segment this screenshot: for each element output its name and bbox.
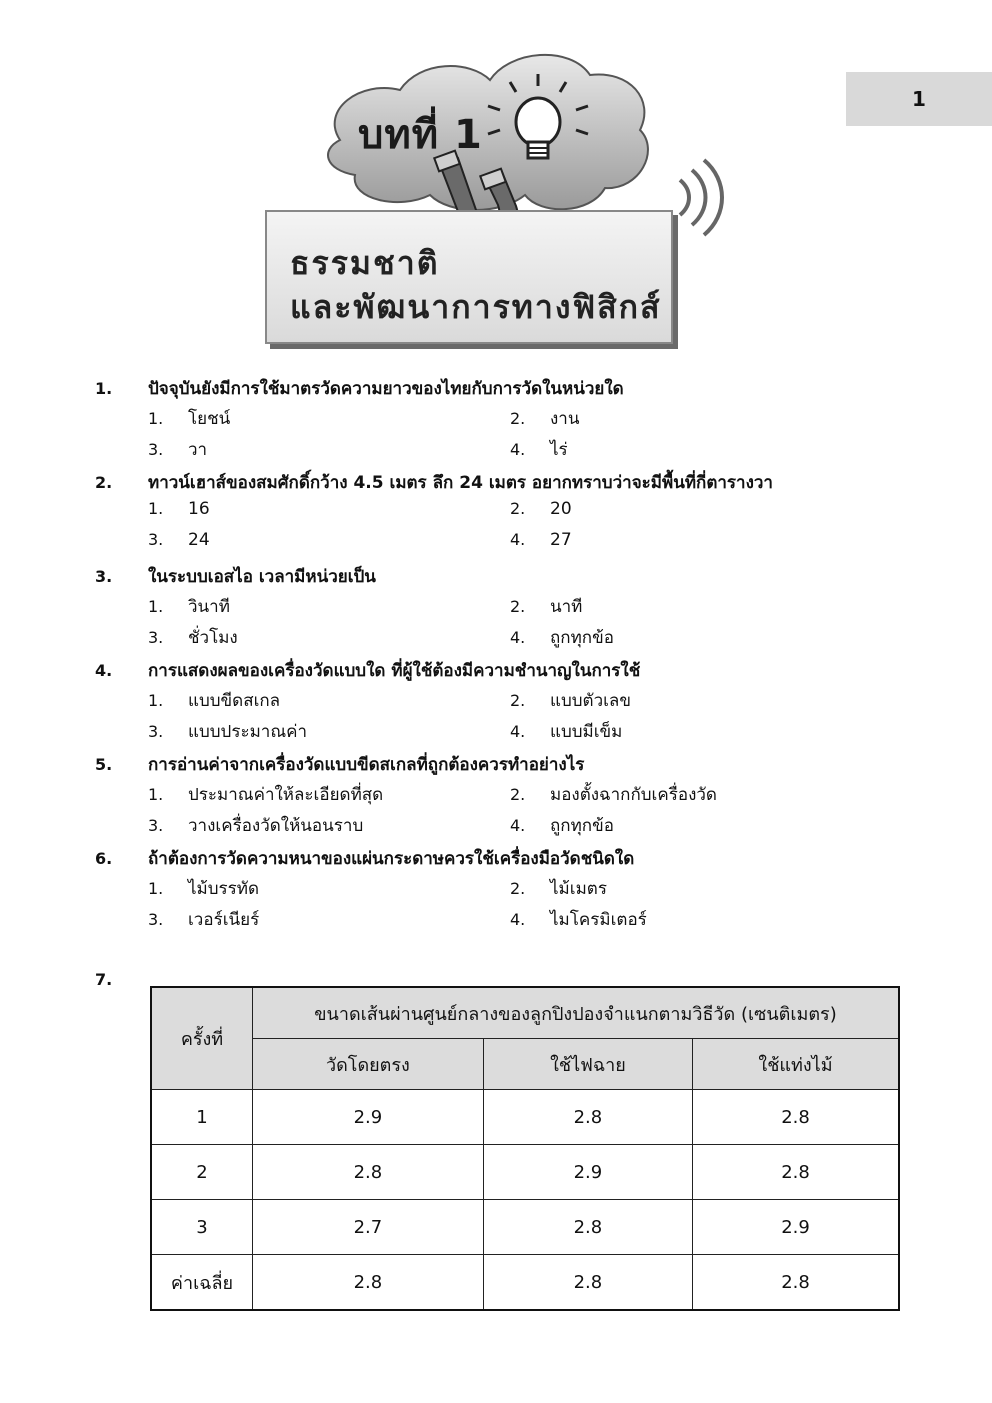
option (148, 906, 510, 937)
option-text: โยชน์ (188, 409, 231, 429)
option (148, 499, 510, 530)
option (510, 781, 870, 812)
option-text: ประมาณค่าให้ละเอียดที่สุด (188, 785, 384, 805)
measurement-table (150, 986, 900, 1311)
table-row-header: ครั้งที่ (151, 987, 253, 1090)
page-number: 1 (912, 87, 926, 111)
table-row-label: 3 (151, 1200, 253, 1255)
option-number: 1. (148, 499, 164, 518)
question-7-number: 7. (95, 970, 113, 989)
table-row (151, 1200, 899, 1255)
option (510, 687, 870, 718)
option-text: แบบขีดสเกล (188, 691, 281, 711)
option-text: แบบประมาณค่า (188, 722, 308, 742)
option-number: 1. (148, 785, 164, 804)
option (148, 405, 510, 436)
signal-waves-icon (680, 160, 722, 235)
option-number: 3. (148, 628, 164, 647)
table-row (151, 1255, 899, 1311)
option-number: 1. (148, 879, 164, 898)
question-2 (95, 469, 915, 561)
table-cell: 2.7 (253, 1200, 484, 1255)
option-text: มองตั้งฉากกับเครื่องวัด (550, 785, 717, 805)
question-text: ในระบบเอสไอ เวลามีหน่วยเป็น (148, 567, 376, 587)
option-number: 4. (510, 722, 526, 741)
chapter-label: บทที่ 1 (358, 112, 483, 158)
question-text: การแสดงผลของเครื่องวัดแบบใด ที่ผู้ใช้ต้องมีความชำนาญในการใช้ (148, 661, 641, 681)
option (510, 812, 870, 843)
question-number: 3. (95, 567, 113, 586)
option (510, 875, 870, 906)
table-row (151, 1090, 899, 1145)
table-cell: 2.8 (253, 1145, 484, 1200)
table-cell: 2.9 (253, 1090, 484, 1145)
chapter-title-line2: และพัฒนาการทางฟิสิกส์ (290, 288, 662, 326)
table-cell: 2.8 (693, 1145, 899, 1200)
question-number: 1. (95, 379, 113, 398)
table-cell: 2.9 (693, 1200, 899, 1255)
option-number: 4. (510, 816, 526, 835)
option-number: 3. (148, 440, 164, 459)
option-text: วางเครื่องวัดให้นอนราบ (188, 816, 364, 836)
option (148, 781, 510, 812)
option-number: 2. (510, 409, 526, 428)
option-text: วินาที (188, 597, 230, 617)
option-text: 24 (188, 530, 210, 550)
chapter-title-line1: ธรรมชาติ (290, 244, 440, 282)
option-number: 1. (148, 597, 164, 616)
question-number: 4. (95, 661, 113, 680)
option-text: ไม้เมตร (550, 879, 607, 899)
option (510, 718, 870, 749)
option-text: ไมโครมิเตอร์ (550, 910, 647, 930)
question-6 (95, 845, 915, 937)
option-text: ถูกทุกข้อ (550, 816, 614, 836)
option-number: 2. (510, 499, 526, 518)
option-text: 16 (188, 499, 210, 519)
page-number-tab (846, 72, 992, 126)
question-number: 2. (95, 473, 113, 492)
option (148, 687, 510, 718)
question-list (95, 375, 915, 939)
option (148, 875, 510, 906)
option-number: 1. (148, 691, 164, 710)
option (148, 718, 510, 749)
option-text: 20 (550, 499, 572, 519)
option-text: งาน (550, 409, 580, 429)
option-number: 2. (510, 785, 526, 804)
table-cell: 2.8 (483, 1090, 692, 1145)
question-text: ทาวน์เฮาส์ของสมศักดิ์กว้าง 4.5 เมตร ลึก 24 เมตร อยากทราบว่าจะมีพื้นที่กี่ตารางวา (148, 473, 773, 493)
option (148, 593, 510, 624)
option-number: 2. (510, 691, 526, 710)
option-number: 2. (510, 597, 526, 616)
option (510, 405, 870, 436)
question-4 (95, 657, 915, 749)
option-number: 4. (510, 910, 526, 929)
option-number: 3. (148, 910, 164, 929)
question-3 (95, 563, 915, 655)
option (148, 624, 510, 655)
option (510, 624, 870, 655)
question-text: ปัจจุบันยังมีการใช้มาตรวัดความยาวของไทยกับการวัดในหน่วยใด (148, 379, 624, 399)
table-cell: 2.8 (483, 1200, 692, 1255)
option-number: 3. (148, 530, 164, 549)
question-text: ถ้าต้องการวัดความหนาของแผ่นกระดาษควรใช้เครื่องมือวัดชนิดใด (148, 849, 635, 869)
table-group-header: ขนาดเส้นผ่านศูนย์กลางของลูกปิงปองจำแนกตามวิธีวัด (เซนติเมตร) (253, 987, 900, 1039)
option-number: 4. (510, 440, 526, 459)
table-cell: 2.8 (253, 1255, 484, 1311)
table-row-label: 1 (151, 1090, 253, 1145)
question-text: การอ่านค่าจากเครื่องวัดแบบขีดสเกลที่ถูกต้องควรทำอย่างไร (148, 755, 585, 775)
option-number: 2. (510, 879, 526, 898)
table-cell: 2.8 (693, 1255, 899, 1311)
option (510, 530, 870, 561)
option-text: เวอร์เนียร์ (188, 910, 260, 930)
question-number: 6. (95, 849, 113, 868)
option (510, 499, 870, 530)
table-cell: 2.8 (693, 1090, 899, 1145)
option (148, 436, 510, 467)
option-text: ไม้บรรทัด (188, 879, 260, 899)
table-column-header: วัดโดยตรง (253, 1039, 484, 1090)
question-number: 5. (95, 755, 113, 774)
option-text: วา (188, 440, 208, 460)
option-number: 4. (510, 530, 526, 549)
option-number: 4. (510, 628, 526, 647)
table-column-header: ใช้แท่งไม้ (693, 1039, 899, 1090)
option-text: แบบมีเข็ม (550, 722, 623, 742)
option-text: แบบตัวเลข (550, 691, 631, 711)
table-column-header: ใช้ไฟฉาย (483, 1039, 692, 1090)
option-text: ชั่วโมง (188, 628, 238, 648)
table-cell: 2.8 (483, 1255, 692, 1311)
question-5 (95, 751, 915, 843)
option (510, 436, 870, 467)
option-text: 27 (550, 530, 572, 550)
option-number: 1. (148, 409, 164, 428)
option-text: ถูกทุกข้อ (550, 628, 614, 648)
table-row (151, 1145, 899, 1200)
option (148, 812, 510, 843)
option-number: 3. (148, 722, 164, 741)
question-1 (95, 375, 915, 467)
option-number: 3. (148, 816, 164, 835)
table-cell: 2.9 (483, 1145, 692, 1200)
option (148, 530, 510, 561)
option-text: ไร่ (550, 440, 568, 460)
table-row-label: 2 (151, 1145, 253, 1200)
option (510, 906, 870, 937)
option-text: นาที (550, 597, 583, 617)
option (510, 593, 870, 624)
table-row-label: ค่าเฉลี่ย (151, 1255, 253, 1311)
